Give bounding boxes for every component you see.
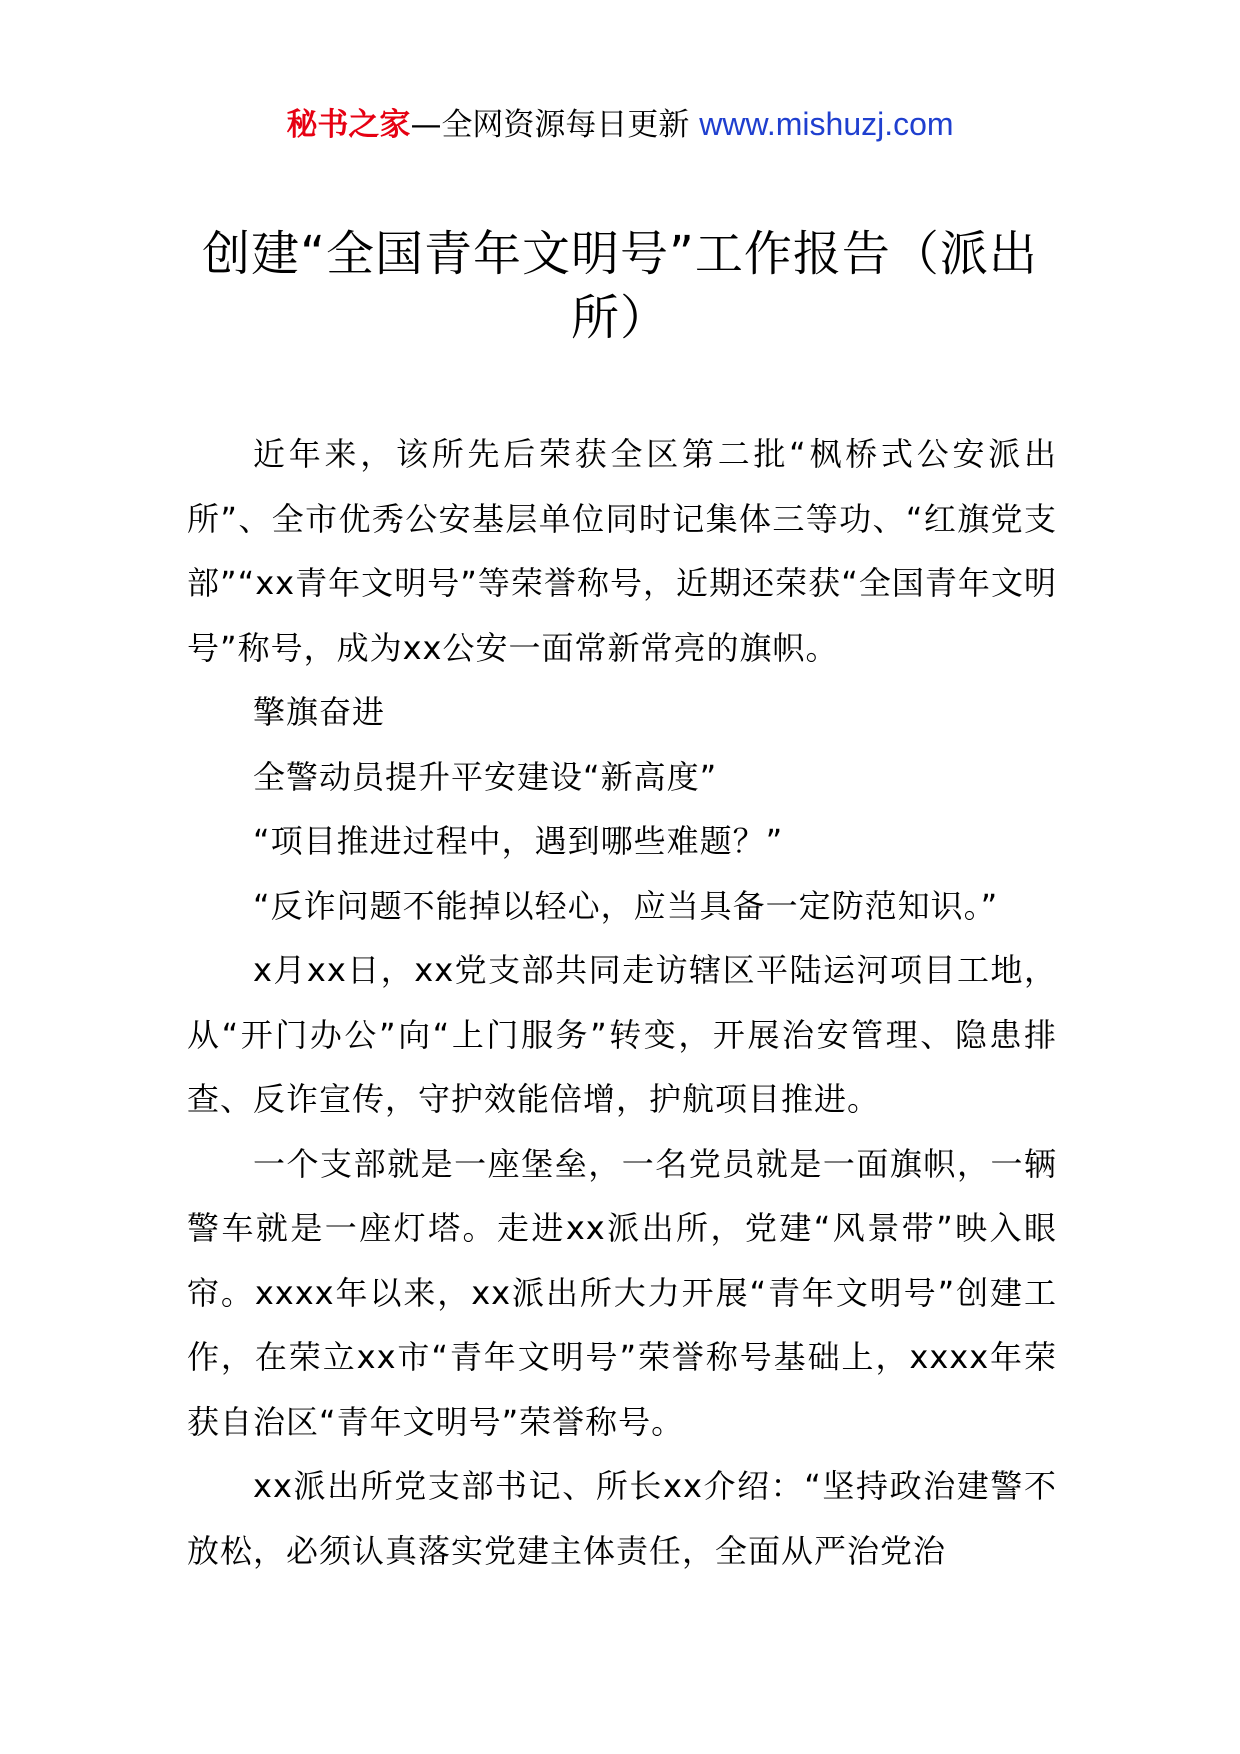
quote-line: “项目推进过程中，遇到哪些难题？” — [253, 822, 784, 860]
paragraph: 近年来，该所先后荣获全区第二批“枫桥式公安派出所”、全市优秀公安基层单位同时记集体三等功、“红旗党支部”“xx青年文明号”等荣誉称号，近期还荣获“全国青年文明号”称号，成为xx公安一面常新常亮的旗帜。 — [187, 435, 1057, 667]
paragraph: x月xx日，xx党支部共同走访辖区平陆运河项目工地，从“开门办公”向“上门服务”转变，开展治安管理、隐患排查、反诈宣传，守护效能倍增，护航项目推进。 — [187, 951, 1057, 1118]
quote-line: “反诈问题不能掉以轻心，应当具备一定防范知识。” — [253, 886, 999, 925]
section-subheading: 全警动员提升平安建设“新高度” — [253, 757, 718, 796]
brand-name: 秘书之家 — [286, 107, 411, 143]
section-heading: 擎旗奋进 — [253, 693, 386, 731]
header-tagline: —全网资源每日更新 — [410, 107, 690, 143]
site-url-link[interactable]: www.mishuzj.com — [699, 106, 954, 142]
document-body — [187, 422, 1057, 1583]
paragraph: xx派出所党支部书记、所长xx介绍：“坚持政治建警不放松，必须认真落实党建主体责任，全面从严治党治 — [187, 1467, 1057, 1570]
document-title: 创建“全国青年文明号”工作报告（派出所） — [202, 226, 1038, 346]
paragraph: 一个支部就是一座堡垒，一名党员就是一面旗帜，一辆警车就是一座灯塔。走进xx派出所，党建“风景带”映入眼帘。xxxx年以来，xx派出所大力开展“青年文明号”创建工作，在荣立xx市“青年文明号”荣誉称号基础上，xxxx年荣获自治区“青年文明号”荣誉称号。 — [187, 1144, 1057, 1441]
site-header — [0, 100, 1240, 149]
